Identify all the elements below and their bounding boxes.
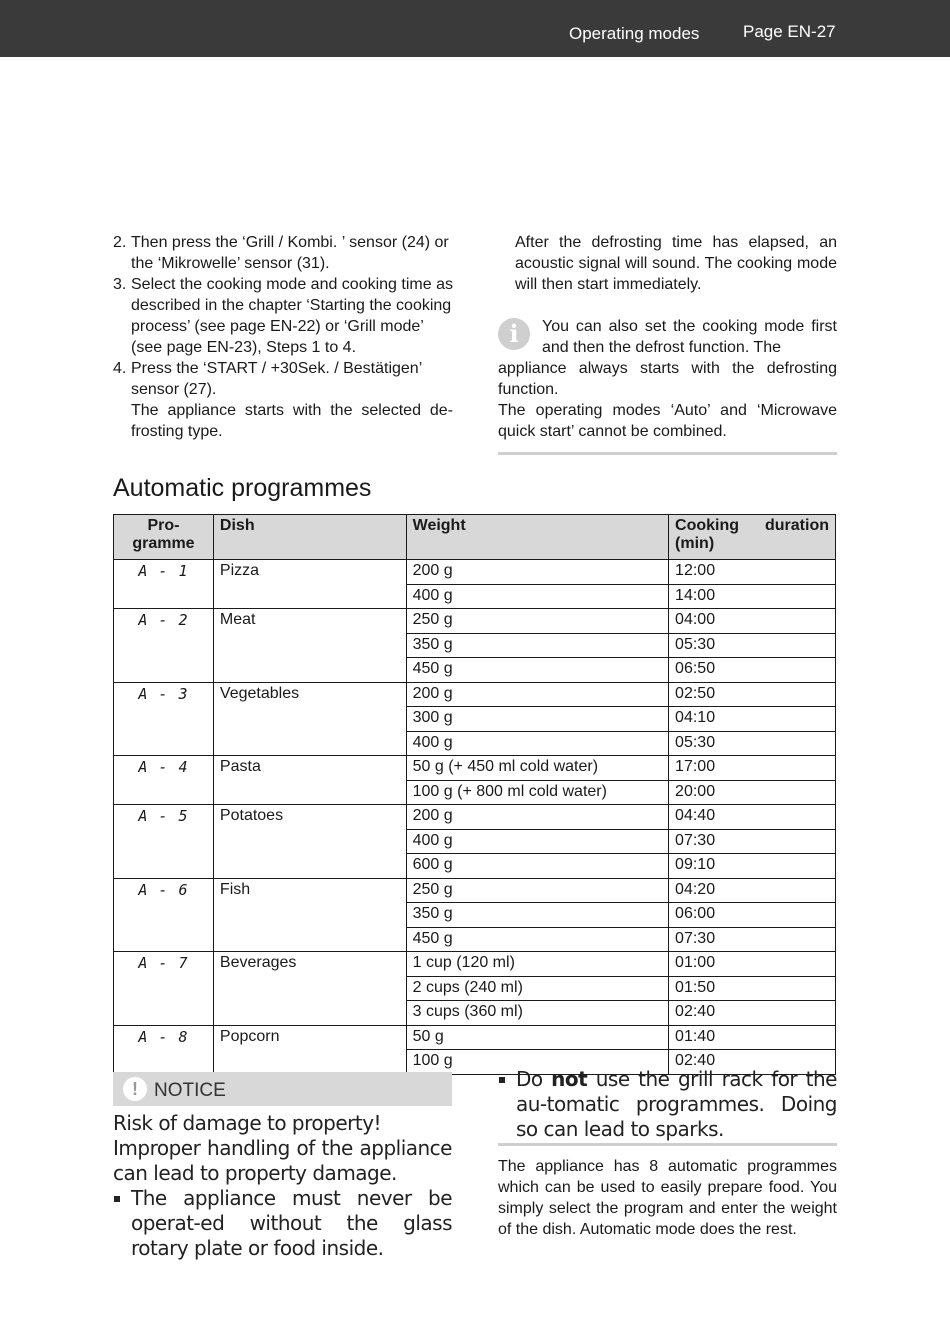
step-text: Press the ‘START / +30Sek. / Bestätigen’ sensor (27). [131, 360, 422, 398]
duration-cell: 04:10 [669, 707, 836, 732]
dish-cell: Potatoes [213, 805, 406, 879]
duration-cell: 06:50 [669, 658, 836, 683]
notice-line1: Risk of damage to property! [113, 1111, 382, 1135]
duration-cell: 20:00 [669, 780, 836, 805]
duration-cell: 05:30 [669, 633, 836, 658]
weight-cell: 50 g (+ 450 ml cold water) [406, 756, 668, 781]
duration-cell: 07:30 [669, 829, 836, 854]
weight-cell: 50 g [406, 1025, 668, 1050]
bullet-square-icon [499, 1077, 505, 1083]
weight-cell: 400 g [406, 731, 668, 756]
section-heading: Automatic programmes [113, 474, 372, 502]
warning-divider [498, 1143, 837, 1146]
dish-cell: Fish [213, 878, 406, 952]
duration-cell: 05:30 [669, 731, 836, 756]
step-extra-text: The appliance starts with the selected de-frosting type. [131, 402, 453, 440]
duration-cell: 02:50 [669, 682, 836, 707]
notice-body [113, 1111, 452, 1261]
table-row [114, 805, 836, 830]
weight-cell: 200 g [406, 805, 668, 830]
duration-cell: 07:30 [669, 927, 836, 952]
step-item [113, 232, 453, 274]
dish-cell: Popcorn [213, 1025, 406, 1074]
header-duration [669, 515, 836, 560]
table-row [114, 609, 836, 634]
step-item [113, 358, 453, 442]
weight-cell: 100 g [406, 1050, 668, 1075]
page-number: Page EN-27 [743, 22, 836, 41]
weight-cell: 350 g [406, 903, 668, 928]
step-text: Select the cooking mode and cooking time as described in the chapter ‘Starting the cooking process’ (see page EN-22) or ‘Grill mode’ (see page EN-23), Steps 1 to 4. [131, 276, 453, 356]
notice-bullet-text: The appliance must never be operat-ed without the glass rotary plate or food inside. [131, 1186, 452, 1260]
duration-cell: 14:00 [669, 584, 836, 609]
dish-cell: Vegetables [213, 682, 406, 756]
table-row [114, 952, 836, 977]
header-programme: Pro-gramme [114, 515, 214, 560]
programme-code: A - 5 [114, 805, 214, 879]
weight-cell: 400 g [406, 829, 668, 854]
info-icon: i [498, 318, 530, 350]
step-number: 2. [113, 234, 127, 251]
grill-rack-pre: Do [516, 1067, 552, 1091]
programme-code: A - 3 [114, 682, 214, 756]
grill-rack-bullet [498, 1067, 837, 1142]
weight-cell: 450 g [406, 658, 668, 683]
weight-cell: 350 g [406, 633, 668, 658]
weight-cell: 2 cups (240 ml) [406, 976, 668, 1001]
grill-rack-post: use the grill rack for the au-tomatic programmes. Doing so can lead to sparks. [516, 1067, 837, 1141]
duration-cell: 01:00 [669, 952, 836, 977]
header-weight: Weight [406, 515, 668, 560]
programme-code: A - 6 [114, 878, 214, 952]
step-text: Then press the ‘Grill / Kombi. ’ sensor (24) or the ‘Mikrowelle’ sensor (31). [131, 234, 449, 272]
programme-code: A - 7 [114, 952, 214, 1026]
weight-cell: 250 g [406, 878, 668, 903]
duration-cell: 02:40 [669, 1050, 836, 1075]
bullet-square-icon [114, 1196, 120, 1202]
header-dish: Dish [213, 515, 406, 560]
weight-cell: 250 g [406, 609, 668, 634]
info-text: You can also set the cooking mode first and then the defrost function. The [542, 318, 837, 356]
weight-cell: 450 g [406, 927, 668, 952]
steps-column [113, 232, 453, 442]
warning-icon: ! [123, 1077, 147, 1101]
duration-cell: 04:00 [669, 609, 836, 634]
table-body [114, 560, 836, 1075]
notice-bullet [113, 1186, 452, 1261]
weight-cell: 1 cup (120 ml) [406, 952, 668, 977]
duration-cell: 02:40 [669, 1001, 836, 1026]
table-row [114, 1025, 836, 1050]
programme-code: A - 2 [114, 609, 214, 683]
step-number: 4. [113, 360, 127, 377]
programme-code: A - 4 [114, 756, 214, 805]
table-row [114, 878, 836, 903]
notice-line2: Improper handling of the appliance can lead to property damage. [113, 1136, 452, 1185]
duration-cell: 01:40 [669, 1025, 836, 1050]
duration-cell: 01:50 [669, 976, 836, 1001]
info-text-cont: appliance always starts with the defrosting function. [498, 360, 837, 398]
info-box [498, 316, 837, 455]
programmes-table [113, 514, 836, 1075]
weight-cell: 200 g [406, 682, 668, 707]
grill-rack-bold: not [551, 1067, 588, 1091]
duration-cell: 17:00 [669, 756, 836, 781]
step-number: 3. [113, 276, 127, 293]
step-item [113, 274, 453, 358]
programme-code: A - 8 [114, 1025, 214, 1074]
notice-label: NOTICE [154, 1080, 226, 1101]
programme-code: A - 1 [114, 560, 214, 609]
weight-cell: 300 g [406, 707, 668, 732]
header-duration-word2: duration [765, 517, 829, 534]
table-row [114, 756, 836, 781]
dish-cell: Beverages [213, 952, 406, 1026]
weight-cell: 100 g (+ 800 ml cold water) [406, 780, 668, 805]
grill-rack-warning [498, 1067, 837, 1142]
duration-cell: 09:10 [669, 854, 836, 879]
duration-cell: 04:20 [669, 878, 836, 903]
steps-list [113, 232, 453, 442]
dish-cell: Pizza [213, 560, 406, 609]
notice-banner [113, 1072, 452, 1106]
header-duration-unit: (min) [675, 535, 715, 552]
weight-cell: 400 g [406, 584, 668, 609]
section-title: Operating modes [569, 24, 700, 43]
table-row [114, 682, 836, 707]
duration-cell: 12:00 [669, 560, 836, 585]
info-divider [498, 452, 837, 455]
weight-cell: 600 g [406, 854, 668, 879]
dish-cell: Pasta [213, 756, 406, 805]
header-duration-word1: Cooking [675, 517, 740, 534]
table-row [114, 560, 836, 585]
info-text-combined: The operating modes ‘Auto’ and ‘Microwave quick start’ cannot be combined. [498, 402, 837, 440]
dish-cell: Meat [213, 609, 406, 683]
duration-cell: 04:40 [669, 805, 836, 830]
duration-cell: 06:00 [669, 903, 836, 928]
page-header [0, 0, 950, 57]
defrost-paragraph: After the defrosting time has elapsed, an acoustic signal will sound. The cooking mode will then start immediately. [515, 234, 837, 293]
right-column [498, 232, 837, 455]
weight-cell: 3 cups (360 ml) [406, 1001, 668, 1026]
table-header-row [114, 515, 836, 560]
auto-programmes-description: The appliance has 8 automatic programmes which can be used to easily prepare food. You simply select the program and enter the weight of the dish. Automatic mode does the rest. [498, 1158, 837, 1238]
weight-cell: 200 g [406, 560, 668, 585]
